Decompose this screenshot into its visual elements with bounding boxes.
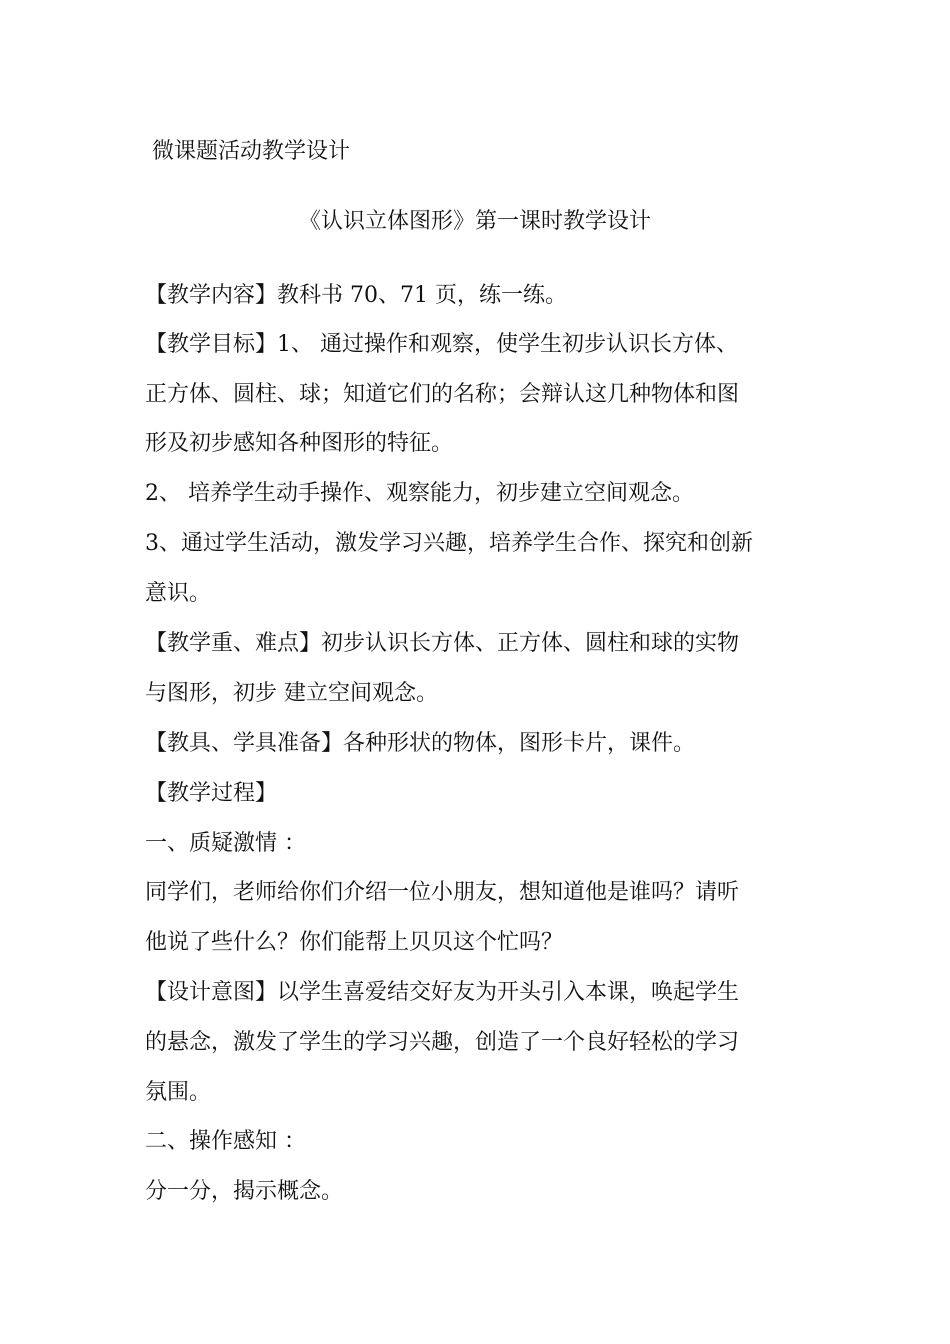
teaching-content-line: 【教学内容】教科书 70、71 页，练一练。: [145, 283, 567, 308]
key-points-line-1: 【教学重、难点】初步认识长方体、正方体、圆柱和球的实物: [145, 631, 740, 656]
key-points-line-2: 与图形，初步 建立空间观念。: [145, 681, 438, 706]
design-intent-line-1: 【设计意图】以学生喜爱结交好友为开头引入本课，唤起学生: [145, 980, 740, 1005]
materials-line: 【教具、学具准备】各种形状的物体，图形卡片，课件。: [145, 731, 696, 756]
design-intent-line-2: 的悬念，激发了学生的学习兴趣，创造了一个良好轻松的学习: [145, 1030, 740, 1055]
section-two-heading: 二、操作感知 ：: [145, 1129, 306, 1154]
design-intent-line-3: 氛围。: [145, 1080, 212, 1105]
process-heading: 【教学过程】: [145, 781, 278, 806]
teaching-goals-item-2: 2、 培养学生动手操作、观察能力，初步建立空间观念。: [145, 481, 694, 506]
section-one-heading: 一、质疑激情 ：: [145, 831, 306, 856]
section-two-line-1: 分一分，揭示概念。: [145, 1179, 344, 1204]
intro-line-1: 同学们，老师给你们介绍一位小朋友，想知道他是谁吗？请听: [145, 880, 740, 905]
lesson-title: 《认识立体图形》第一课时教学设计: [298, 209, 651, 234]
document-heading: 微课题活动教学设计: [152, 139, 351, 164]
intro-line-2: 他说了些什么？你们能帮上贝贝这个忙吗？: [145, 930, 564, 955]
teaching-goals-line-1: 【教学目标】1、 通过操作和观察，使学生初步认识长方体、: [145, 332, 738, 357]
teaching-goals-line-2: 正方体、圆柱、球；知道它们的名称；会辩认这几种物体和图: [145, 382, 740, 407]
teaching-goals-item-3-line-2: 意识。: [145, 581, 212, 606]
teaching-goals-line-3: 形及初步感知各种图形的特征。: [145, 431, 454, 456]
teaching-goals-item-3-line-1: 3、通过学生活动，激发学习兴趣，培养学生合作、探究和创新: [145, 531, 753, 556]
